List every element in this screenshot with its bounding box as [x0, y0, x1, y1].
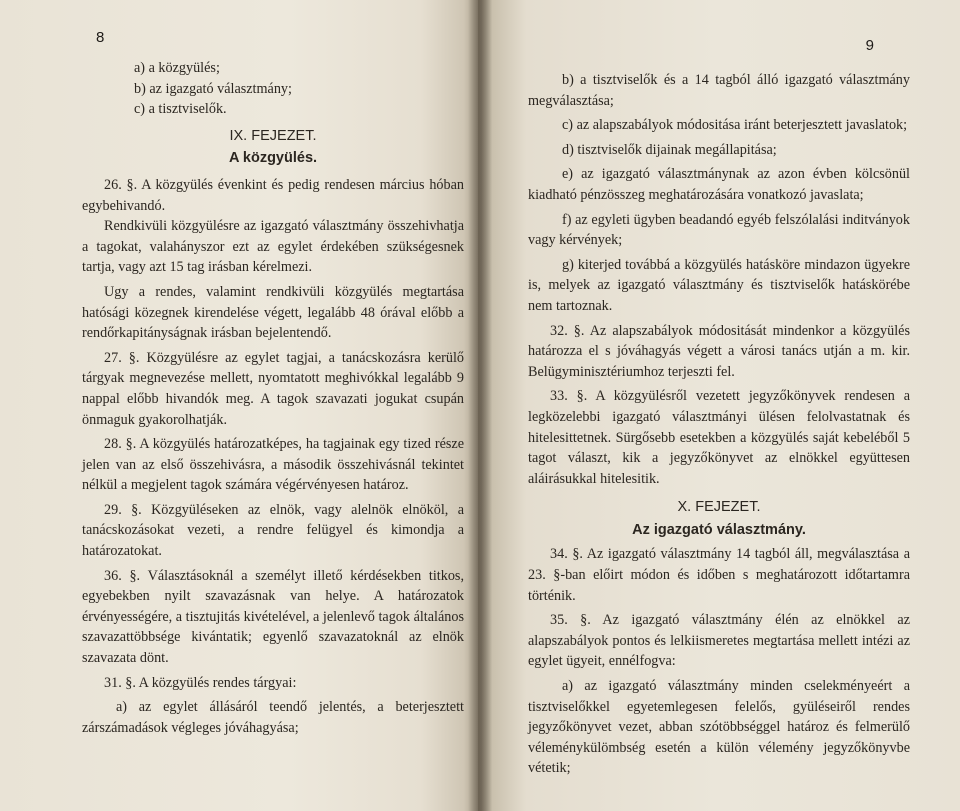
- paragraph: 34. §. Az igazgató választmány 14 tagból áll, megválasztása a 23. §-ban előirt módon és időben s meghatározott időtartamra történik.: [528, 546, 910, 604]
- list-item: d) tisztviselők dijainak megállapitása;: [562, 141, 777, 158]
- list-item: c) az alapszabályok módositása iránt beterjesztett javaslatok;: [562, 117, 908, 134]
- list-item: f) az egyleti ügyben beadandó egyéb felszólalási inditványok vagy kérvények;: [528, 211, 910, 249]
- list-item: a) a közgyülés;: [134, 60, 220, 76]
- paragraph: 27. §. Közgyülésre az egylet tagjai, a tanácskozásra kerülő tárgyak megnevezése mellett, nyomtatott meghivókkal legalább 9 nappal előbb hivandók meg. A tagok szavazati jogukat csupán önmaguk gyakorolhatják.: [82, 349, 464, 428]
- left-page: [0, 0, 478, 811]
- chapter-title: A közgyülés.: [228, 150, 318, 167]
- paragraph: 32. §. Az alapszabályok módositását mindenkor a közgyülés határozza el s jóváhagyás végett a városi tanács utján a m. kir. Belügyminisztériumhoz terjeszti fel.: [528, 322, 910, 380]
- list-item: e) az igazgató választmánynak az azon évben kölcsönül kiadható pénzösszeg meghatározására vonatkozó javaslata;: [528, 166, 910, 203]
- paragraph: 33. §. A közgyülésről vezetett jegyzőkönyvek rendesen a legközelebbi igazgató választmányi ülésen felolvastatnak és hitelesittetnek. Sürgősebb esetekben a közgyülés saját kebeléből 5 tagot választ, kik a jegyzőkönyvet az elnökkel együttesen aláirásukkal hitelesitik.: [528, 388, 910, 487]
- list-item: b) a tisztviselők és a 14 tagból álló igazgató választmány megválasztása;: [528, 72, 910, 109]
- paragraph: Ugy a rendes, valamint rendkivüli közgyülés megtartása hatósági közegnek kirendelése végett, legalább 48 órával előbb a rendőrkapitányságnak irásban bejelentendő.: [82, 283, 464, 342]
- list-item: a) az egylet állásáról teendő jelentés, a beterjesztett zárszámadások végleges jóváhagyása;: [82, 699, 464, 736]
- list-item: c) a tisztviselők.: [134, 101, 227, 118]
- book-gutter: [468, 0, 492, 811]
- chapter-title: Az igazgató választmány.: [632, 521, 806, 538]
- paragraph: 28. §. A közgyülés határozatképes, ha tagjainak egy tized része jelen van az első összehivásra, a második összehivásnál tekintet nélkül a megjelent tagok számára végérvényesen határoz.: [82, 436, 464, 494]
- list-item: a) az igazgató választmány minden cselekményeért a tisztviselőkkel egyetemlegesen felelős, gyüléseiről rendes jegyzőkönyvet vezet, abban szótöbbséggel határoz és felmerülő véleménykülömbség esetén a külön vélemény jegyzőkönyvbe vétetik;: [528, 678, 910, 777]
- right-page: [478, 0, 960, 811]
- paragraph: 26. §. A közgyülés évenkint és pedig rendesen március hóban egybehivandó.: [82, 176, 464, 214]
- paragraph: 36. §. Választásoknál a személyt illető kérdésekben titkos, egyebekben nyilt szavazásnak van helye. A határozatok érvényességére, a tisztujitás kivételével, a jelenlevő tagok általános szavazattöbbsége kivántatik; egyenlő szavazatoknál az elnök szavazata dönt.: [82, 567, 464, 667]
- paragraph: 31. §. A közgyülés rendes tárgyai:: [104, 674, 297, 691]
- paragraph: 29. §. Közgyüléseken az elnök, vagy alelnök elnököl, a tanácskozásokat vezeti, a rendre felügyel és kimondja a határozatokat.: [82, 501, 464, 560]
- chapter-number: IX. FEJEZET.: [229, 127, 317, 144]
- page-number: 8: [96, 29, 105, 46]
- chapter-number: X. FEJEZET.: [677, 499, 761, 516]
- paragraph: 35. §. Az igazgató választmány élén az elnökkel az alapszabályok pontos és lelkiismeretes megtartása mellett intézi az egylet ügyeit, ennélfogva:: [528, 612, 910, 670]
- list-item: b) az igazgató választmány;: [134, 80, 292, 97]
- paragraph: Rendkivüli közgyülésre az igazgató választmány összehivhatja a tagokat, valahányszor ezt az egylet érdekében szükségesnek tartja, vagy azt 15 tag irásban kérelmezi.: [82, 218, 464, 276]
- page-number: 9: [865, 37, 874, 54]
- list-item: g) kiterjed továbbá a közgyülés hatásköre mindazon ügyekre is, melyek az igazgató választmány és tisztviselők hatáskörébe nem tartoznak.: [528, 256, 910, 314]
